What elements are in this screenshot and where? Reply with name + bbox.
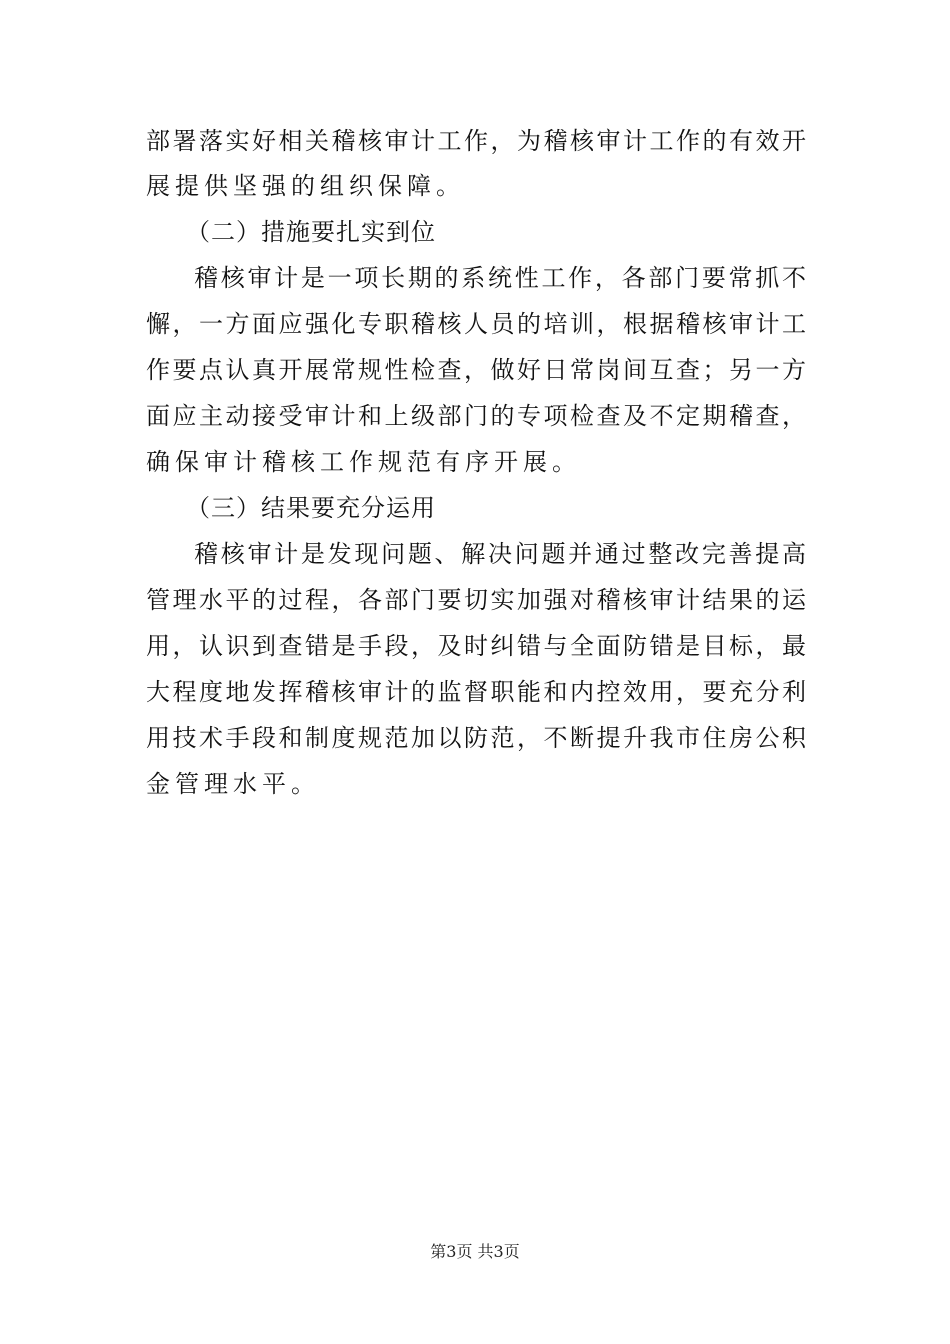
paragraph-text: 用技术手段和制度规范加以防范，不断提升我市住房公积 <box>146 724 806 752</box>
paragraph-text: 大程度地发挥稽核审计的监督职能和内控效用，要充分利 <box>146 678 806 706</box>
paragraph-text: 部署落实好相关稽核审计工作，为稽核审计工作的有效开 <box>146 127 806 155</box>
intro-line-2 <box>0 166 950 206</box>
section-heading: （三）结果要充分运用 <box>186 494 436 522</box>
paragraph-text: 稽核审计是发现问题、解决问题并通过整改完善提高 <box>194 540 806 568</box>
paragraph-text: 稽核审计是一项长期的系统性工作，各部门要常抓不 <box>194 264 806 292</box>
paragraph-text: 作要点认真开展常规性检查，做好日常岗间互查；另一方 <box>146 356 806 384</box>
section-2-line-1 <box>0 258 950 298</box>
paragraph-text: 展提供坚强的组织保障。 <box>146 172 465 200</box>
section-2-line-2 <box>0 304 950 344</box>
section-2-line-4 <box>0 396 950 436</box>
paragraph-text: 管理水平的过程，各部门要切实加强对稽核审计结果的运 <box>146 586 806 614</box>
page-footer: 第3页 共3页 <box>430 1242 520 1261</box>
section-heading: （二）措施要扎实到位 <box>186 218 436 246</box>
section-3-line-1 <box>0 534 950 574</box>
paragraph-text: 金管理水平。 <box>146 770 320 798</box>
section-3-line-3 <box>0 626 950 666</box>
section-2-line-5 <box>0 442 950 482</box>
paragraph-text: 用，认识到查错是手段，及时纠错与全面防错是目标，最 <box>146 632 806 660</box>
section-3-line-6 <box>0 764 950 804</box>
section-2-heading-line <box>0 212 950 252</box>
paragraph-text: 确保审计稽核工作规范有序开展。 <box>146 448 581 476</box>
section-3-line-5 <box>0 718 950 758</box>
section-3-line-4 <box>0 672 950 712</box>
section-2-line-3 <box>0 350 950 390</box>
paragraph-text: 懈，一方面应强化专职稽核人员的培训，根据稽核审计工 <box>146 310 806 338</box>
section-3-heading-line <box>0 488 950 528</box>
paragraph-text: 面应主动接受审计和上级部门的专项检查及不定期稽查， <box>146 402 806 430</box>
intro-line-1 <box>0 121 950 161</box>
section-3-line-2 <box>0 580 950 620</box>
